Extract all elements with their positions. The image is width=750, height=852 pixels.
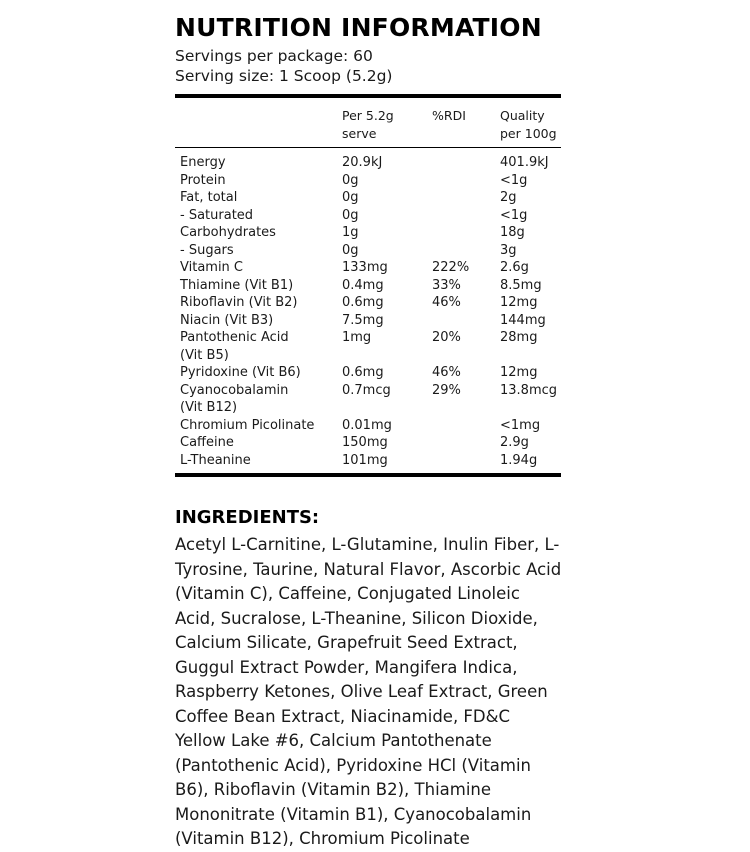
cell-rdi xyxy=(432,312,500,330)
cell-per-serve: 133mg xyxy=(342,260,388,275)
cell-name: Fat, total xyxy=(180,190,238,205)
cell-per-100g: <1g xyxy=(500,172,528,188)
header-name xyxy=(175,102,342,148)
cell-per-100g: 1.94g xyxy=(500,452,538,468)
cell-per-serve: 0g xyxy=(342,242,359,258)
table-row xyxy=(175,417,561,435)
page-title: NUTRITION INFORMATION xyxy=(175,13,542,42)
table-row xyxy=(175,259,561,277)
nutrition-table xyxy=(175,94,561,481)
cell-per-serve: 0.01mg xyxy=(342,417,392,433)
table-row xyxy=(175,312,561,330)
table-row xyxy=(175,189,561,207)
ingredients-heading: INGREDIENTS: xyxy=(175,507,320,528)
cell-per-serve: 0g xyxy=(342,207,359,223)
cell-rdi xyxy=(432,224,500,242)
cell-per-100g: 28mg xyxy=(500,330,538,345)
cell-per-serve: 0.4mg xyxy=(342,277,384,293)
cell-name: Pyridoxine (Vit B6) xyxy=(180,365,301,380)
cell-per-100g: 2g xyxy=(500,190,517,205)
cell-name: Pantothenic Acid (Vit B5) xyxy=(180,330,289,363)
cell-rdi xyxy=(432,207,500,225)
cell-name: Riboflavin (Vit B2) xyxy=(180,295,298,310)
cell-rdi xyxy=(432,434,500,452)
cell-name: Caffeine xyxy=(180,435,234,450)
cell-rdi: 29% xyxy=(432,382,461,398)
cell-per-serve: 1g xyxy=(342,225,359,240)
rule-bottom xyxy=(175,475,561,481)
cell-rdi xyxy=(432,154,500,172)
cell-per-serve: 0.6mg xyxy=(342,295,384,310)
header-rdi: %RDI xyxy=(432,108,466,123)
table-row xyxy=(175,364,561,382)
cell-per-100g: 2.9g xyxy=(500,435,529,450)
cell-per-100g: <1g xyxy=(500,207,528,223)
table-row xyxy=(175,277,561,295)
cell-per-serve: 1mg xyxy=(342,330,372,345)
cell-per-serve: 0.6mg xyxy=(342,365,384,380)
table-row xyxy=(175,207,561,225)
cell-rdi xyxy=(432,189,500,207)
cell-rdi xyxy=(432,172,500,190)
table-row xyxy=(175,329,561,364)
cell-name: - Saturated xyxy=(180,207,254,223)
cell-name: L-Theanine xyxy=(180,452,251,468)
cell-rdi xyxy=(432,452,500,470)
cell-per-100g: 2.6g xyxy=(500,260,529,275)
cell-rdi: 46% xyxy=(432,365,461,380)
table-row xyxy=(175,242,561,260)
cell-rdi xyxy=(432,242,500,260)
cell-per-serve: 150mg xyxy=(342,435,388,450)
header-per-serve-line1: Per 5.2g xyxy=(342,108,394,123)
cell-name: Chromium Picolinate xyxy=(180,417,315,433)
cell-per-100g: 144mg xyxy=(500,312,546,328)
table-row xyxy=(175,452,561,470)
cell-name: - Sugars xyxy=(180,242,234,258)
table-row xyxy=(175,382,561,417)
cell-name: Energy xyxy=(180,155,226,170)
cell-per-serve: 20.9kJ xyxy=(342,155,383,170)
cell-name: Protein xyxy=(180,172,226,188)
cell-per-serve: 0.7mcg xyxy=(342,382,391,398)
cell-per-serve: 0g xyxy=(342,190,359,205)
table-row xyxy=(175,172,561,190)
cell-rdi: 33% xyxy=(432,277,461,293)
cell-per-100g: 3g xyxy=(500,242,517,258)
cell-per-100g: 13.8mcg xyxy=(500,382,558,398)
nutrition-label-panel xyxy=(175,0,735,852)
cell-per-serve: 0g xyxy=(342,172,359,188)
cell-per-100g: 12mg xyxy=(500,365,538,380)
cell-per-100g: <1mg xyxy=(500,417,541,433)
servings-per-package: Servings per package: 60 xyxy=(175,47,373,65)
table-row xyxy=(175,154,561,172)
cell-name: Niacin (Vit B3) xyxy=(180,312,274,328)
ingredients-body: Acetyl L-Carnitine, L-Glutamine, Inulin Fiber, L-Tyrosine, Taurine, Natural Flavor, Ascorbic Acid (Vitamin C), Caffeine, Conjugated Linoleic Acid, Sucralose, L-Theanine, Silicon Dioxide, Calcium Silicate, Grapefruit Seed Extract, Guggul Extract Powder, Mangifera Indica, Raspberry Ketones, Olive Leaf Extract, Green Coffee Bean Extract, Niacinamide, FD&C Yellow Lake #6, Calcium Pantothenate (Pantothenic Acid), Pyridoxine HCl (Vitamin B6), Riboflavin (Vitamin B2), Thiamine Mononitrate (Vitamin B1), Cyanocobalamin (Vitamin B12), Chromium Picolinate xyxy=(175,535,562,848)
cell-rdi: 20% xyxy=(432,330,461,345)
table-row xyxy=(175,434,561,452)
cell-per-serve: 101mg xyxy=(342,452,388,468)
cell-per-100g: 401.9kJ xyxy=(500,155,549,170)
serving-size: Serving size: 1 Scoop (5.2g) xyxy=(175,67,393,85)
cell-per-serve: 7.5mg xyxy=(342,312,384,328)
cell-per-100g: 12mg xyxy=(500,295,538,310)
cell-name: Cyanocobalamin (Vit B12) xyxy=(180,382,289,415)
cell-rdi: 222% xyxy=(432,260,470,275)
nutrition-table-body xyxy=(175,96,561,481)
table-row xyxy=(175,224,561,242)
cell-rdi: 46% xyxy=(432,295,461,310)
cell-name: Carbohydrates xyxy=(180,225,276,240)
header-per-serve xyxy=(342,102,432,148)
cell-per-100g: 18g xyxy=(500,225,525,240)
cell-per-100g: 8.5mg xyxy=(500,277,542,293)
cell-rdi xyxy=(432,417,500,435)
header-per-serve-line2: serve xyxy=(342,125,377,141)
cell-name: Vitamin C xyxy=(180,260,244,275)
header-quality-line1: Quality xyxy=(500,108,545,123)
header-quality xyxy=(500,102,561,148)
table-row xyxy=(175,294,561,312)
table-header-row xyxy=(175,102,561,148)
header-quality-line2: per 100g xyxy=(500,125,557,141)
cell-name: Thiamine (Vit B1) xyxy=(180,277,294,293)
